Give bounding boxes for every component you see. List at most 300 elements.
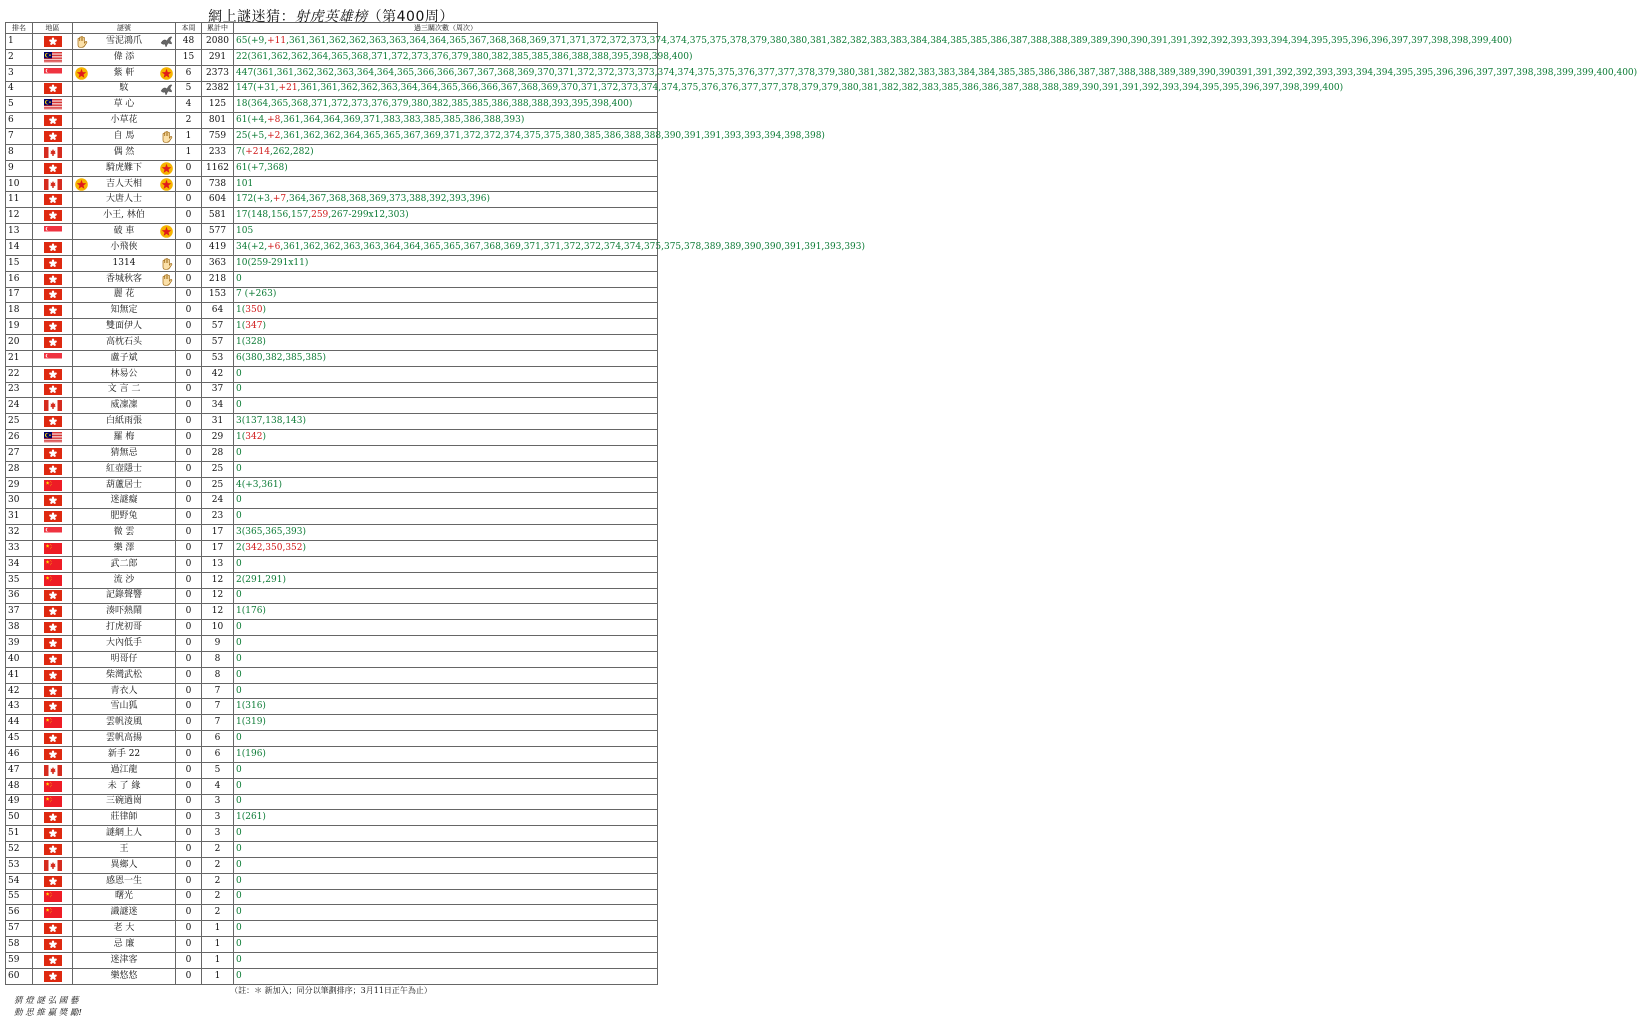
total-cell: 125: [202, 97, 234, 113]
region-cell: [33, 224, 73, 240]
hits-tail: 3(137,138,143): [236, 416, 307, 427]
week-cell: 0: [176, 873, 202, 889]
table-row: [6, 224, 658, 240]
hits-head: 7(: [236, 146, 246, 157]
total-cell: 3: [202, 810, 234, 826]
table-row: [6, 319, 658, 335]
hits-tail: 1(176): [236, 606, 266, 617]
week-cell: 0: [176, 715, 202, 731]
hits-tail: 0: [236, 907, 242, 918]
rank-cell: 35: [6, 572, 33, 588]
total-cell: 738: [202, 176, 234, 192]
region-cell: [33, 97, 73, 113]
total-cell: 363: [202, 255, 234, 271]
name-text: 威凜凜: [110, 400, 138, 411]
sg-flag-icon: [44, 527, 62, 538]
hits-cell: [234, 731, 658, 747]
sg-flag-icon: [44, 226, 62, 237]
name-text: 打虎初哥: [105, 622, 142, 633]
region-cell: [33, 921, 73, 937]
table-row: [6, 921, 658, 937]
total-cell: 17: [202, 525, 234, 541]
week-cell: 0: [176, 366, 202, 382]
region-cell: [33, 319, 73, 335]
name-text: 感恩一生: [105, 875, 142, 886]
total-cell: 1: [202, 921, 234, 937]
name-text: 猜無忌: [110, 447, 138, 458]
name-text: 吉人天相: [105, 178, 142, 189]
rank-cell: 10: [6, 176, 33, 192]
table-row: [6, 952, 658, 968]
rank-cell: 20: [6, 335, 33, 351]
name-text: 識謎迷: [110, 907, 138, 918]
rank-cell: 31: [6, 509, 33, 525]
hits-tail: 0: [236, 875, 242, 886]
table-header-row: [6, 23, 658, 34]
name-cell: [73, 461, 176, 477]
region-cell: [33, 541, 73, 557]
region-cell: [33, 873, 73, 889]
hk-flag-icon: [44, 464, 62, 475]
week-cell: 2: [176, 113, 202, 129]
hits-tail: 0: [236, 622, 242, 633]
total-cell: 2373: [202, 65, 234, 81]
total-cell: 23: [202, 509, 234, 525]
name-cell: [73, 778, 176, 794]
hits-tail: 447(361,361,362,362,363,364,364,365,366,366,367,367,368,369,370,371,372,372,373,373,374,374,375,375,376,377,377,378,379,380,381,382,382,383,383,384,384,385,385,386,386,387,387,388,388,389,389,390,390391,391,392,392,393,393,394,394,395,395,396,396,397,397,398,398,399,399,400,400): [236, 67, 1637, 78]
name-text: 白紙雨張: [105, 416, 142, 427]
hits-cell: [234, 113, 658, 129]
total-cell: 28: [202, 445, 234, 461]
table-row: [6, 208, 658, 224]
hits-cell: [234, 461, 658, 477]
hk-flag-icon: [44, 733, 62, 744]
star-icon: [160, 67, 173, 80]
hits-cell: [234, 857, 658, 873]
name-text: 偉 添: [113, 51, 135, 62]
hits-cell: [234, 952, 658, 968]
name-text: 雪泥鴻爪: [105, 35, 142, 46]
hits-tail: 0: [236, 685, 242, 696]
hk-flag-icon: [44, 416, 62, 427]
hits-head: 3(365,365,393): [236, 527, 307, 538]
cn-flag-icon: [44, 781, 62, 792]
name-cell: [73, 430, 176, 446]
name-text: 草 心: [113, 99, 135, 110]
hits-tail: ,262,282): [269, 146, 314, 157]
rank-cell: 56: [6, 905, 33, 921]
rank-cell: 27: [6, 445, 33, 461]
hits-tail: 0: [236, 954, 242, 965]
total-cell: 759: [202, 129, 234, 145]
cn-flag-icon: [44, 543, 62, 554]
table-row: [6, 303, 658, 319]
table-row: [6, 49, 658, 65]
hits-cell: [234, 588, 658, 604]
hits-cell: [234, 65, 1637, 81]
region-cell: [33, 683, 73, 699]
hits-cell: [234, 335, 658, 351]
total-cell: 64: [202, 303, 234, 319]
table-row: [6, 588, 658, 604]
week-cell: 0: [176, 968, 202, 984]
hits-cell: [234, 572, 658, 588]
rank-cell: 42: [6, 683, 33, 699]
hk-flag-icon: [44, 448, 62, 459]
hits-cell: [234, 525, 658, 541]
hk-flag-icon: [44, 36, 62, 47]
total-cell: 3: [202, 794, 234, 810]
hits-tail: ): [262, 321, 266, 332]
total-cell: 8: [202, 651, 234, 667]
rank-cell: 51: [6, 826, 33, 842]
region-cell: [33, 176, 73, 192]
hits-tail: ,361,361,362,362,363,363,364,364,365,367,368,368,369,371,371,372,372,373,374,374,375,375,378,379,380,380,381,382,382,383,383,384,384,385,385,386,387,388,388,389,389,390,390,391,391,392,392,393,393,394,394,395,395,396,396,397,397,398,398,399,400): [286, 35, 1512, 46]
rank-cell: 44: [6, 715, 33, 731]
name-text: 肥野兔: [110, 511, 138, 522]
table-row: [6, 366, 658, 382]
name-cell: [73, 477, 176, 493]
region-cell: [33, 525, 73, 541]
total-cell: 2: [202, 857, 234, 873]
name-text: 雪山狐: [110, 701, 138, 712]
hk-flag-icon: [44, 749, 62, 760]
name-text: 高枕石头: [105, 336, 142, 347]
table-row: [6, 176, 658, 192]
table-row: [6, 905, 658, 921]
region-cell: [33, 952, 73, 968]
hits-head: 1(: [236, 305, 246, 316]
table-row: [6, 604, 658, 620]
region-cell: [33, 699, 73, 715]
name-cell: [73, 319, 176, 335]
hand-icon: [160, 273, 173, 286]
name-cell: [73, 176, 176, 192]
hits-head: 25(+5,: [236, 130, 268, 141]
rank-cell: 53: [6, 857, 33, 873]
week-cell: 0: [176, 541, 202, 557]
region-cell: [33, 477, 73, 493]
name-text: 知無定: [110, 305, 138, 316]
rank-cell: 39: [6, 636, 33, 652]
name-cell: [73, 493, 176, 509]
star-icon: [75, 178, 88, 191]
rank-cell: 26: [6, 430, 33, 446]
region-cell: [33, 271, 73, 287]
hits-tail: 105: [236, 226, 254, 237]
week-cell: 0: [176, 794, 202, 810]
total-cell: 37: [202, 382, 234, 398]
name-text: 明哥仔: [110, 653, 138, 664]
name-cell: [73, 604, 176, 620]
rank-cell: 17: [6, 287, 33, 303]
name-cell: [73, 239, 176, 255]
table-row: [6, 445, 658, 461]
week-cell: 0: [176, 350, 202, 366]
region-cell: [33, 636, 73, 652]
total-cell: 581: [202, 208, 234, 224]
hits-tail: 0: [236, 923, 242, 934]
hits-tail: 1(319): [236, 717, 266, 728]
name-text: 馼: [119, 83, 129, 94]
name-cell: [73, 65, 176, 81]
hits-cell: [234, 493, 658, 509]
hk-flag-icon: [44, 258, 62, 269]
rank-cell: 59: [6, 952, 33, 968]
rank-cell: 12: [6, 208, 33, 224]
name-text: 新手 22: [107, 748, 141, 759]
rank-cell: 15: [6, 255, 33, 271]
hk-flag-icon: [44, 876, 62, 887]
week-cell: 0: [176, 572, 202, 588]
region-cell: [33, 208, 73, 224]
rank-cell: 24: [6, 398, 33, 414]
hits-cell: [234, 889, 658, 905]
total-cell: 6: [202, 746, 234, 762]
rank-cell: 3: [6, 65, 33, 81]
name-cell: [73, 810, 176, 826]
star-icon: [160, 225, 173, 238]
hk-flag-icon: [44, 384, 62, 395]
name-cell: [73, 49, 176, 65]
table-row: [6, 572, 658, 588]
week-cell: 0: [176, 224, 202, 240]
hk-flag-icon: [44, 590, 62, 601]
name-text: 破 車: [113, 226, 135, 237]
week-cell: 0: [176, 620, 202, 636]
my-flag-icon: [44, 52, 62, 63]
hits-cell: [234, 224, 658, 240]
table-row: [6, 810, 658, 826]
hits-head: 6(380,382,385,385): [236, 352, 327, 363]
rank-cell: 25: [6, 414, 33, 430]
hits-head: 1(: [236, 321, 246, 332]
name-cell: [73, 556, 176, 572]
hits-tail: 0: [236, 368, 242, 379]
rank-cell: 8: [6, 144, 33, 160]
col-region-header: 地區: [33, 23, 73, 34]
name-cell: [73, 842, 176, 858]
region-cell: [33, 826, 73, 842]
hits-cell: [234, 636, 658, 652]
hk-flag-icon: [44, 828, 62, 839]
table-row: [6, 509, 658, 525]
hits-cell: [234, 430, 658, 446]
region-cell: [33, 287, 73, 303]
region-cell: [33, 335, 73, 351]
name-text: 小王, 林伯: [103, 210, 145, 221]
hits-cell: [234, 509, 658, 525]
table-row: [6, 541, 658, 557]
table-row: [6, 699, 658, 715]
week-cell: 48: [176, 34, 202, 50]
col-hits-header: 過三關次數（周次）: [234, 23, 658, 34]
table-row: [6, 762, 658, 778]
hits-head: 2(: [236, 542, 246, 553]
week-cell: 0: [176, 271, 202, 287]
hits-cell: [234, 34, 1512, 50]
hits-tail: 0: [236, 273, 242, 284]
region-cell: [33, 129, 73, 145]
name-text: 雙面伊人: [105, 321, 142, 332]
rank-cell: 18: [6, 303, 33, 319]
sg-flag-icon: [44, 68, 62, 79]
bird-icon: [160, 35, 173, 48]
total-cell: 218: [202, 271, 234, 287]
hits-cell: [234, 873, 658, 889]
name-text: 文 言 二: [107, 384, 141, 395]
hits-cell: [234, 794, 658, 810]
table-row: [6, 160, 658, 176]
hk-flag-icon: [44, 210, 62, 221]
rank-cell: 16: [6, 271, 33, 287]
star-icon: [160, 162, 173, 175]
region-cell: [33, 746, 73, 762]
hits-cell: [234, 604, 658, 620]
region-cell: [33, 255, 73, 271]
week-cell: 0: [176, 905, 202, 921]
region-cell: [33, 810, 73, 826]
hits-tail: 0: [236, 447, 242, 458]
name-text: 偶 然: [113, 146, 135, 157]
name-cell: [73, 667, 176, 683]
week-cell: 0: [176, 445, 202, 461]
rank-cell: 6: [6, 113, 33, 129]
hits-tail: 1(328): [236, 336, 266, 347]
table-row: [6, 857, 658, 873]
hits-cell: [234, 937, 658, 953]
week-cell: 4: [176, 97, 202, 113]
week-cell: 0: [176, 952, 202, 968]
rank-cell: 19: [6, 319, 33, 335]
table-row: [6, 414, 658, 430]
region-cell: [33, 65, 73, 81]
table-row: [6, 97, 658, 113]
week-cell: 0: [176, 477, 202, 493]
hk-flag-icon: [44, 670, 62, 681]
total-cell: 577: [202, 224, 234, 240]
ca-flag-icon: [44, 860, 62, 871]
hits-tail: ,267-299x12,303): [328, 210, 409, 221]
table-row: [6, 65, 658, 81]
name-cell: [73, 160, 176, 176]
table-row: [6, 34, 658, 50]
table-row: [6, 746, 658, 762]
table-row: [6, 683, 658, 699]
name-cell: [73, 224, 176, 240]
ca-flag-icon: [44, 765, 62, 776]
total-cell: 25: [202, 461, 234, 477]
week-cell: 15: [176, 49, 202, 65]
total-cell: 2: [202, 905, 234, 921]
rank-cell: 43: [6, 699, 33, 715]
name-cell: [73, 366, 176, 382]
week-cell: 0: [176, 842, 202, 858]
total-cell: 34: [202, 398, 234, 414]
rank-cell: 29: [6, 477, 33, 493]
name-text: 迷謎癡: [110, 495, 138, 506]
hk-flag-icon: [44, 812, 62, 823]
hk-flag-icon: [44, 369, 62, 380]
hits-new: +11: [267, 35, 287, 46]
hits-tail: 0: [236, 511, 242, 522]
rank-cell: 55: [6, 889, 33, 905]
hk-flag-icon: [44, 923, 62, 934]
name-text: 紫 軒: [113, 67, 135, 78]
hk-flag-icon: [44, 844, 62, 855]
week-cell: 0: [176, 239, 202, 255]
rank-cell: 50: [6, 810, 33, 826]
hits-cell: [234, 81, 1344, 97]
signature-line-1: 猜 燈 謎 弘 國 藝: [14, 996, 79, 1006]
name-cell: [73, 873, 176, 889]
week-cell: 0: [176, 636, 202, 652]
hk-flag-icon: [44, 495, 62, 506]
total-cell: 3: [202, 826, 234, 842]
total-cell: 7: [202, 683, 234, 699]
rank-cell: 22: [6, 366, 33, 382]
table-row: [6, 731, 658, 747]
table-row: [6, 129, 658, 145]
rank-cell: 34: [6, 556, 33, 572]
table-row: [6, 525, 658, 541]
hits-cell: [234, 271, 658, 287]
table-row: [6, 794, 658, 810]
hits-cell: [234, 382, 658, 398]
week-cell: 0: [176, 588, 202, 604]
table-row: [6, 81, 658, 97]
week-cell: 0: [176, 176, 202, 192]
rank-cell: 9: [6, 160, 33, 176]
week-cell: 0: [176, 810, 202, 826]
hits-cell: [234, 129, 825, 145]
hits-head: 172(+3,: [236, 194, 273, 205]
name-cell: [73, 192, 176, 208]
total-cell: 2382: [202, 81, 234, 97]
week-cell: 0: [176, 160, 202, 176]
cn-flag-icon: [44, 575, 62, 586]
my-flag-icon: [44, 432, 62, 443]
hits-cell: [234, 651, 658, 667]
total-cell: 604: [202, 192, 234, 208]
total-cell: 5: [202, 762, 234, 778]
rank-cell: 33: [6, 541, 33, 557]
hits-tail: 1(196): [236, 748, 266, 759]
total-cell: 8: [202, 667, 234, 683]
total-cell: 29: [202, 430, 234, 446]
hk-flag-icon: [44, 701, 62, 712]
week-cell: 1: [176, 129, 202, 145]
hk-flag-icon: [44, 274, 62, 285]
name-cell: [73, 715, 176, 731]
hits-cell: [234, 810, 658, 826]
name-cell: [73, 113, 176, 129]
table-row: [6, 873, 658, 889]
week-cell: 0: [176, 303, 202, 319]
hits-tail: 0: [236, 669, 242, 680]
region-cell: [33, 731, 73, 747]
table-row: [6, 715, 658, 731]
table-row: [6, 636, 658, 652]
rank-cell: 7: [6, 129, 33, 145]
hits-head: 17(148,156,157,: [236, 210, 312, 221]
region-cell: [33, 857, 73, 873]
hits-cell: [234, 762, 658, 778]
star-icon: [160, 178, 173, 191]
total-cell: 233: [202, 144, 234, 160]
hits-tail: 0: [236, 970, 242, 981]
hits-cell: [234, 477, 658, 493]
